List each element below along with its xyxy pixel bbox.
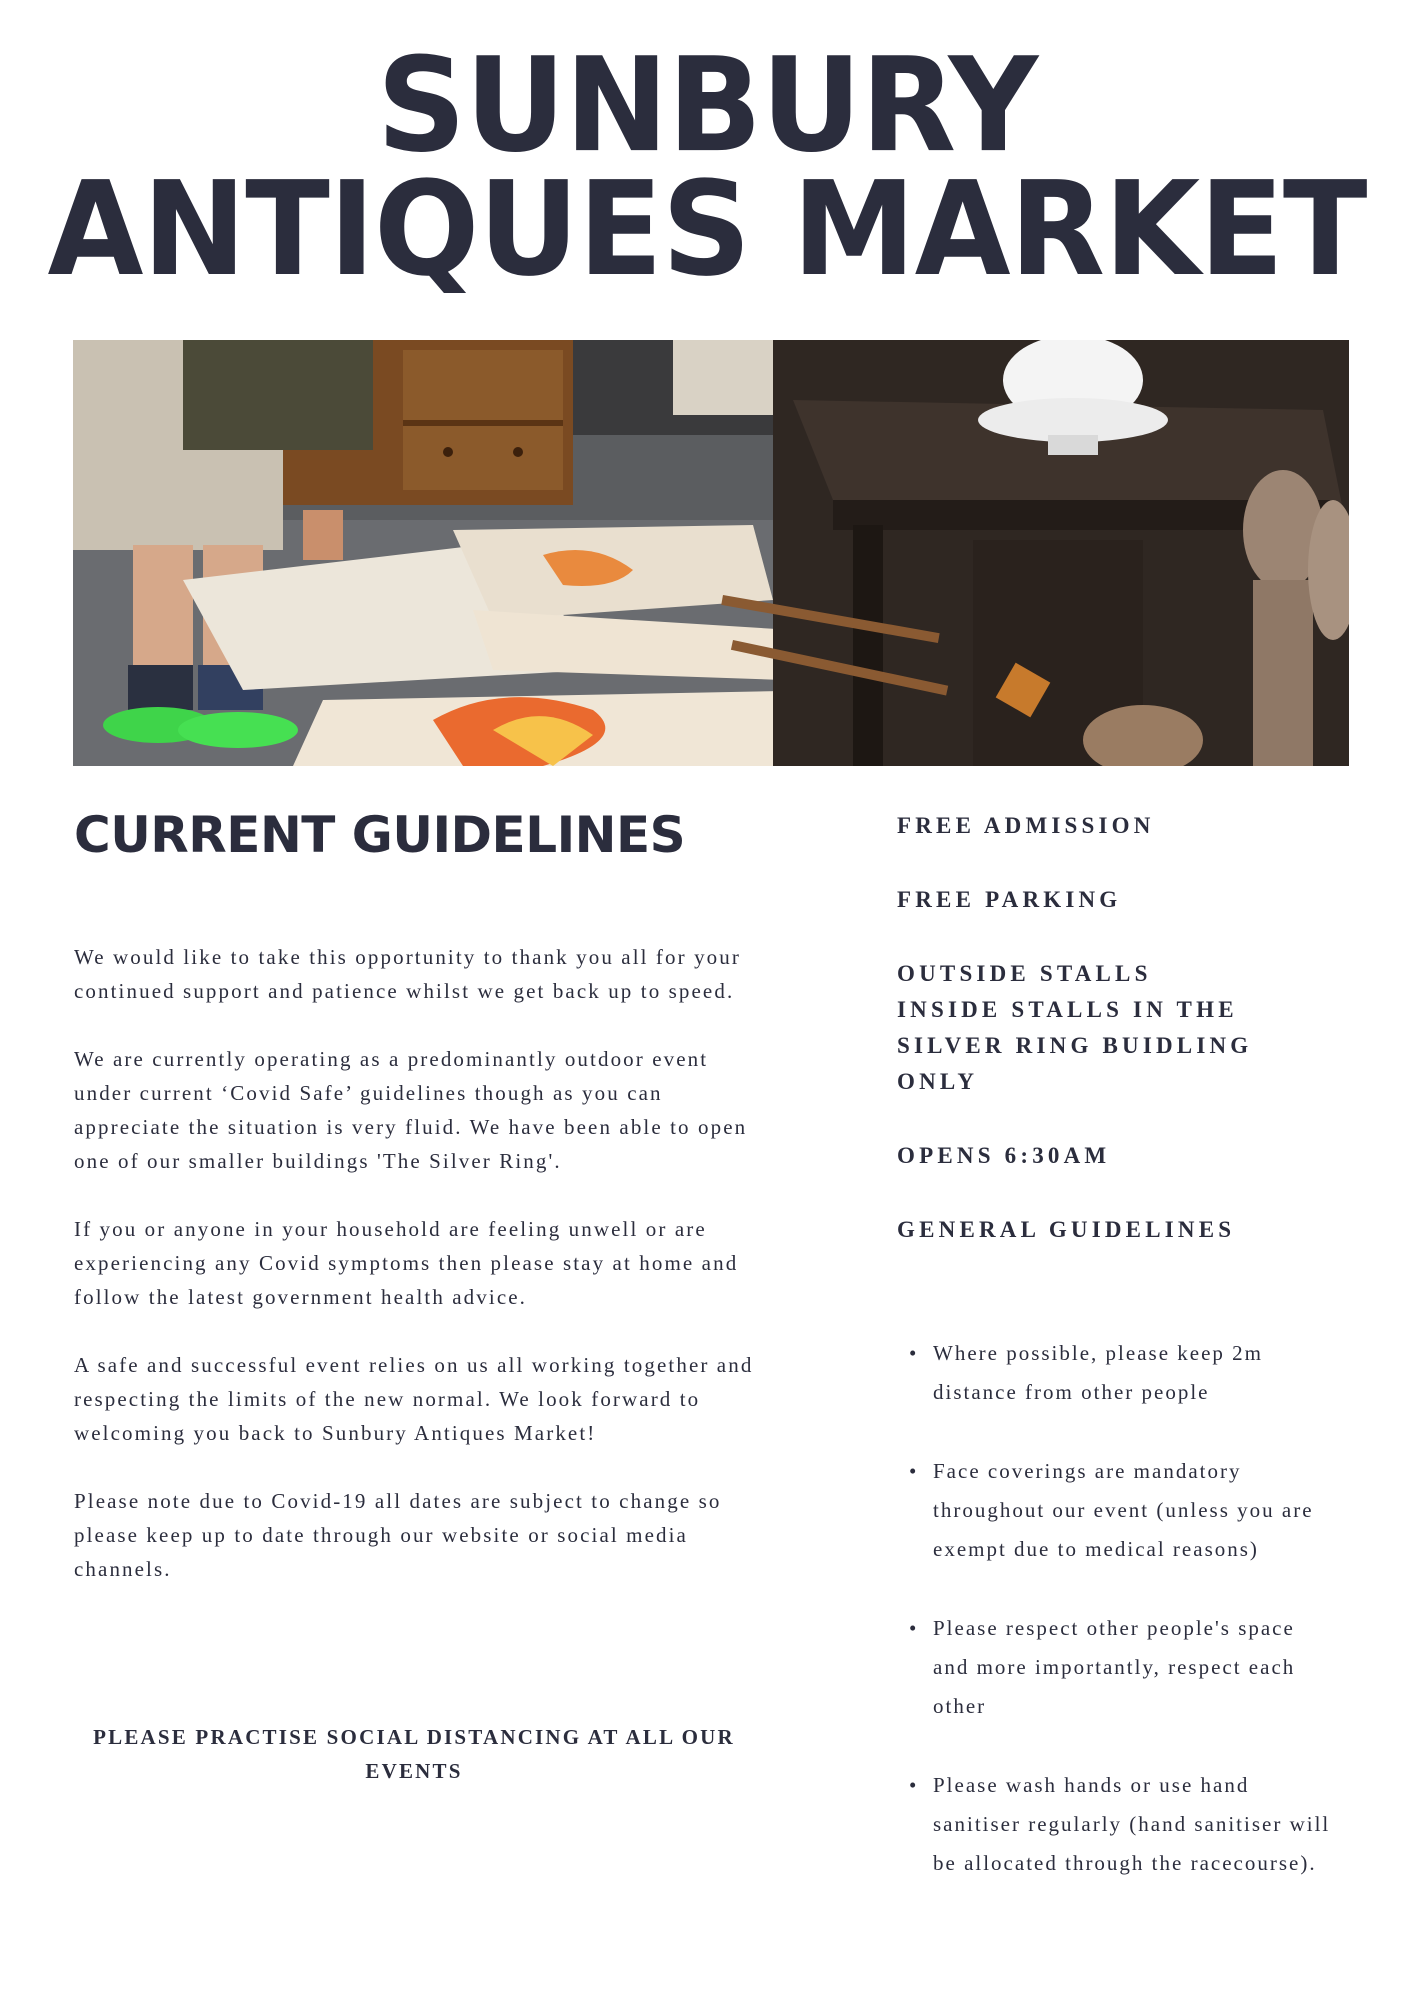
bullet-icon: • xyxy=(909,1341,919,1365)
inside-stalls: INSIDE STALLS IN THE SILVER RING BUIDLING ONLY xyxy=(897,997,1253,1094)
market-photo xyxy=(73,340,1349,766)
guidelines-paragraph: A safe and successful event relies on us all working together and respecting the limits of the new normal. We look forward to welcoming you back to Sunbury Antiques Market! xyxy=(74,1353,754,1445)
list-item-text: Face coverings are mandatory throughout our event (unless you are exempt due to medical reasons) xyxy=(933,1459,1314,1561)
market-photo-illustration xyxy=(73,340,1349,766)
guidelines-paragraphs xyxy=(74,940,754,1586)
guidelines-paragraph: If you or anyone in your household are feeling unwell or are experiencing any Covid symptoms then please stay at home and follow the latest government health advice. xyxy=(74,1217,739,1309)
bullet-icon: • xyxy=(909,1459,919,1483)
guidelines-paragraph: Please note due to Covid-19 all dates are subject to change so please keep up to date through our website or social media channels. xyxy=(74,1489,722,1581)
general-guidelines-heading: GENERAL GUIDELINES xyxy=(897,1217,1236,1242)
list-item xyxy=(897,1334,1337,1412)
title-line-2: ANTIQUES MARKET xyxy=(47,154,1367,306)
list-item xyxy=(897,1609,1337,1726)
list-item-text: Please respect other people's space and more importantly, respect each other xyxy=(933,1616,1296,1718)
guidelines-heading: CURRENT GUIDELINES xyxy=(74,806,686,864)
guidelines-paragraph: We are currently operating as a predominantly outdoor event under current ‘Covid Safe’ guidelines though as you can appreciate the situation is very fluid. We have been able to open one of our smaller buildings 'The Silver Ring'. xyxy=(74,1047,748,1173)
outside-stalls: OUTSIDE STALLS xyxy=(897,961,1152,986)
list-item-text: Where possible, please keep 2m distance from other people xyxy=(933,1341,1263,1404)
guidelines-paragraph: We would like to take this opportunity to thank you all for your continued support and patience whilst we get back up to speed. xyxy=(74,945,741,1003)
stalls-info xyxy=(897,956,1337,1100)
market-facts xyxy=(897,808,1337,1248)
opening-time: OPENS 6:30AM xyxy=(897,1143,1111,1168)
list-item-text: Please wash hands or use hand sanitiser regularly (hand sanitiser will be allocated through the racecourse). xyxy=(933,1773,1331,1875)
title-line-1: SUNBURY xyxy=(376,30,1038,182)
page-title xyxy=(0,30,1414,306)
general-guidelines-list xyxy=(897,1334,1337,1883)
social-distancing-notice: PLEASE PRACTISE SOCIAL DISTANCING AT ALL OUR EVENTS xyxy=(93,1725,735,1783)
bullet-icon: • xyxy=(909,1773,919,1797)
list-item xyxy=(897,1766,1337,1883)
market-info-section xyxy=(897,808,1337,1923)
bullet-icon: • xyxy=(909,1616,919,1640)
list-item xyxy=(897,1452,1337,1569)
guidelines-section xyxy=(74,800,754,1620)
free-admission: FREE ADMISSION xyxy=(897,813,1155,838)
free-parking: FREE PARKING xyxy=(897,887,1122,912)
